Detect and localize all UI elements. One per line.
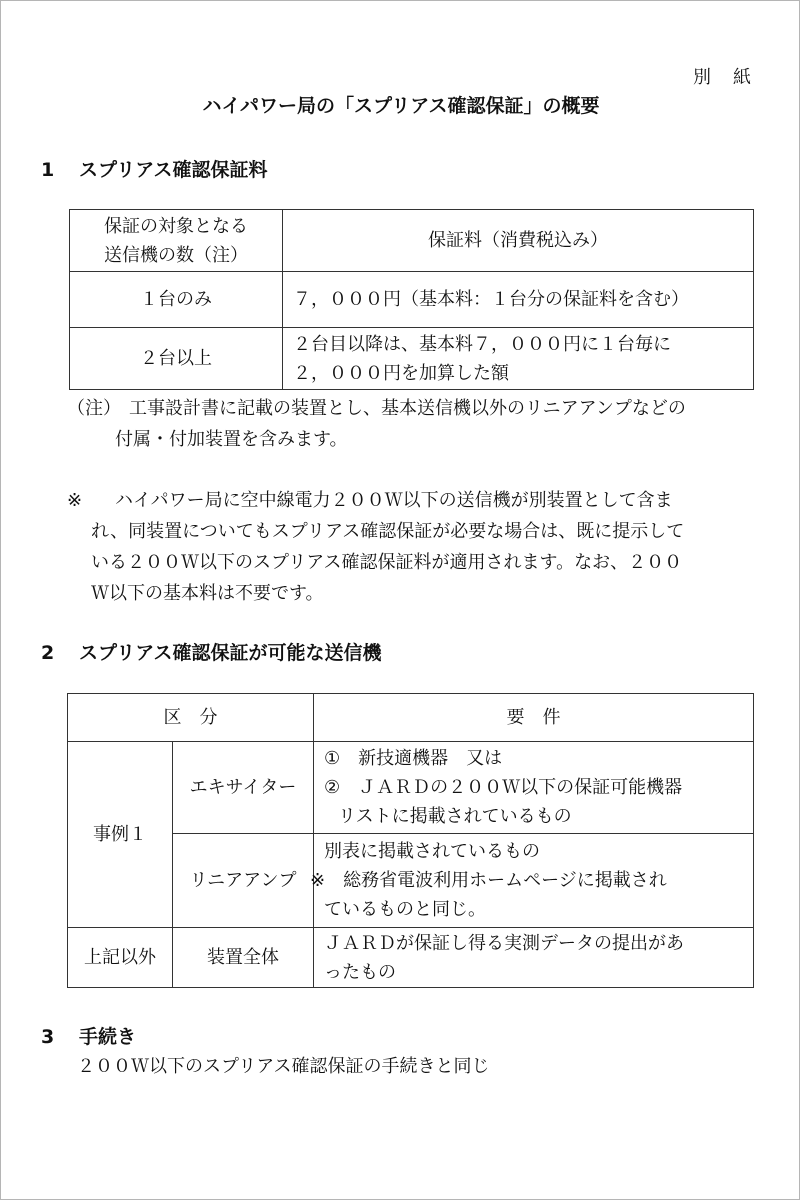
- table-row: [68, 928, 754, 988]
- section1-number: 1: [41, 159, 55, 181]
- page-title: ハイパワー局の「スプリアス確認保証」の概要: [202, 95, 600, 117]
- remark-line1: ハイパワー局に空中線電力２００Ｗ以下の送信機が別装置として含ま: [115, 490, 673, 511]
- section1-title: スプリアス確認保証料: [79, 159, 268, 181]
- section2-heading: [41, 638, 381, 665]
- fee-row2-amount-line2: ２，０００円を加算した額: [293, 362, 509, 384]
- exciter-req-line3: リストに掲載されているもの: [338, 806, 572, 827]
- exciter-req-line2: ② ＪＡＲＤの２００Ｗ以下の保証可能機器: [324, 777, 683, 798]
- note-text-line2: 付属・付加装置を含みます。: [115, 429, 348, 450]
- exciter-req-line1: ① 新技適機器 又は: [324, 748, 503, 769]
- header-category: 区 分: [68, 694, 314, 742]
- table-row: [68, 742, 754, 834]
- fee-header-count-line1: 保証の対象となる: [104, 215, 248, 237]
- table-row: [70, 328, 754, 390]
- header-requirement: 要 件: [314, 694, 754, 742]
- section3-number: 3: [41, 1026, 55, 1048]
- amp-req-line1: 別表に掲載されているもの: [324, 841, 540, 862]
- fee-table: [69, 209, 754, 390]
- fee-header-amount: 保証料（消費税込み）: [283, 210, 754, 272]
- fee-row2-amount: [283, 328, 754, 390]
- remark-line2: れ、同装置についてもスプリアス確認保証が必要な場合は、既に提示して: [91, 521, 685, 542]
- remark-line3: いる２００Ｗ以下のスプリアス確認保証料が適用されます。なお、２００: [91, 552, 683, 573]
- section3-heading: [41, 1022, 136, 1049]
- procedure-text: ２００Ｗ以下のスプリアス確認保証の手続きと同じ: [77, 1056, 490, 1077]
- fee-row1-amount: [283, 272, 754, 328]
- exciter-label: エキサイター: [173, 742, 314, 834]
- section2-number: 2: [41, 642, 55, 664]
- fee-row2-amount-line1: ２台目以降は、基本料７，０００円に１台毎に: [293, 333, 671, 355]
- exciter-requirement: [314, 742, 754, 834]
- remark-line4: Ｗ以下の基本料は不要です。: [91, 583, 324, 604]
- fee-row1-count: １台のみ: [70, 272, 283, 328]
- attachment-label: 別 紙: [693, 67, 753, 88]
- section3-title: 手続き: [79, 1026, 137, 1048]
- whole-label: 装置全体: [173, 928, 314, 988]
- section1-heading: [41, 155, 267, 182]
- fee-header-count: [70, 210, 283, 272]
- fee-row2-count: ２台以上: [70, 328, 283, 390]
- fee-row1-amount-line1: ７，０００円（基本料：１台分の保証料を含む）: [293, 289, 689, 310]
- fee-table-header-row: [70, 210, 754, 272]
- whole-req-line2: ったもの: [324, 961, 396, 983]
- amp-req-line2: ※ 総務省電波利用ホームページに掲載され: [310, 870, 667, 891]
- remark-mark: ※: [67, 490, 83, 511]
- section2-title: スプリアス確認保証が可能な送信機: [79, 642, 382, 664]
- transmitter-table: [67, 693, 754, 988]
- whole-req-line1: ＪＡＲＤが保証し得る実測データの提出があ: [324, 932, 684, 954]
- note-label: （注）: [67, 398, 121, 419]
- transmitter-table-header-row: [68, 694, 754, 742]
- amp-requirement: [310, 834, 754, 928]
- fee-header-count-line2: 送信機の数（注）: [104, 244, 248, 266]
- remark-block: [67, 485, 757, 609]
- table-row: [70, 272, 754, 328]
- amp-req-line3: ているものと同じ。: [324, 899, 486, 920]
- other-label: 上記以外: [68, 928, 173, 988]
- note-text-line1: 工事設計書に記載の装置とし、基本送信機以外のリニアアンプなどの: [129, 398, 686, 419]
- amp-label: リニアアンプ: [173, 834, 314, 928]
- case1-label: 事例１: [68, 742, 173, 928]
- whole-requirement: [314, 928, 754, 988]
